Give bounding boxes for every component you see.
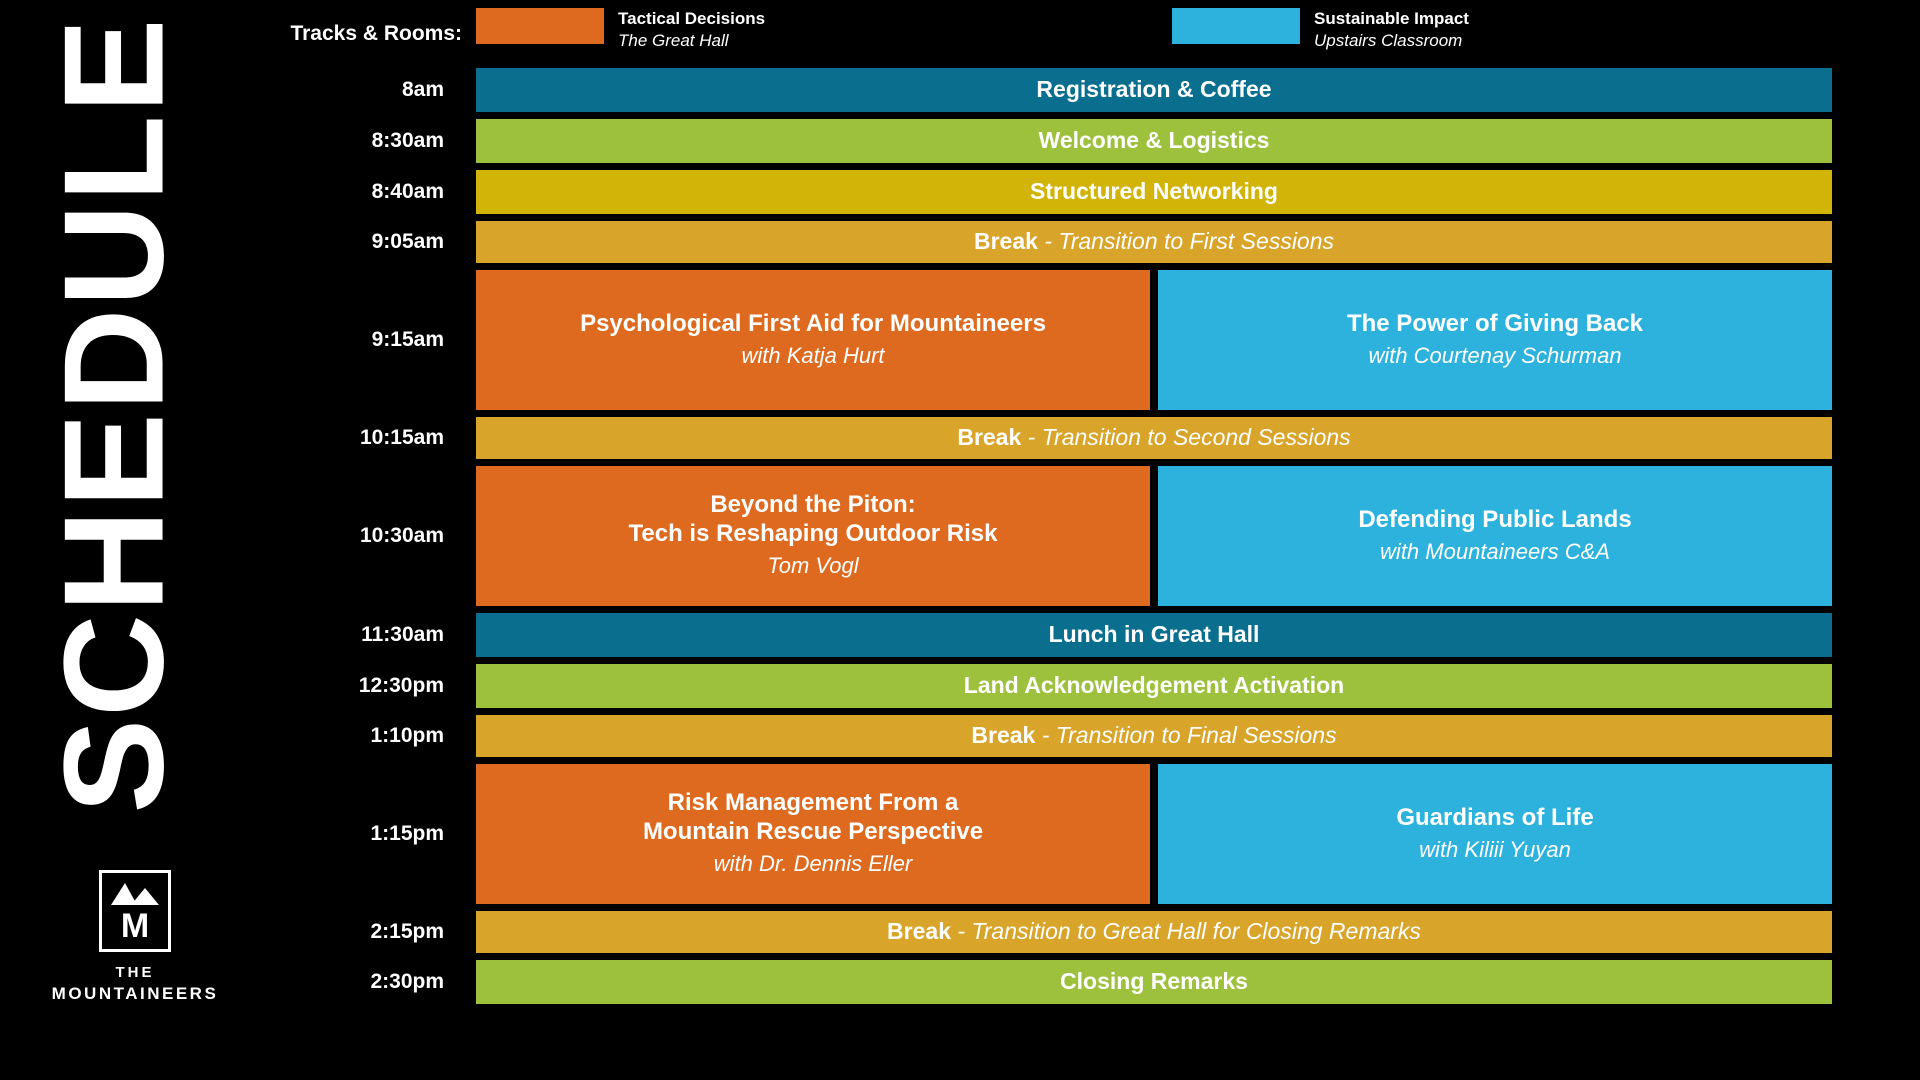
schedule-row-blocks: [476, 119, 1832, 163]
session-title: Beyond the Piton: Tech is Reshaping Outdoor Risk: [628, 491, 998, 548]
schedule-row-blocks: [476, 221, 1832, 263]
schedule-time-label: 9:05am: [371, 230, 444, 253]
schedule-session-block[interactable]: [1158, 270, 1832, 410]
logo-letter: M: [120, 907, 150, 945]
schedule-session-block[interactable]: [1158, 466, 1832, 606]
legend-swatch-orange: [476, 8, 604, 44]
schedule-row: [232, 170, 1832, 214]
session-speaker: with Dr. Dennis Eller: [713, 851, 913, 876]
schedule-row-blocks: [476, 170, 1832, 214]
schedule-row-blocks: [476, 417, 1832, 459]
schedule-row: [232, 715, 1832, 757]
schedule-row: [232, 221, 1832, 263]
schedule-time-label: 12:30pm: [358, 674, 444, 697]
session-speaker: Tom Vogl: [767, 553, 859, 578]
mountain-peaks-icon: [102, 879, 168, 910]
schedule-row: [232, 417, 1832, 459]
schedule-row: [232, 68, 1832, 112]
schedule-row: [232, 764, 1832, 904]
schedule-session-block[interactable]: [476, 466, 1150, 606]
session-title: Break - Transition to First Sessions: [973, 228, 1335, 255]
legend-track-name: Tactical Decisions: [618, 9, 766, 28]
schedule-row-blocks: [476, 764, 1832, 904]
schedule-row-blocks: [476, 270, 1832, 410]
schedule-row-blocks: [476, 613, 1832, 657]
session-title: Closing Remarks: [1060, 968, 1248, 995]
schedule-session-block[interactable]: [476, 270, 1150, 410]
legend-track-name: Sustainable Impact: [1314, 9, 1469, 28]
logo-line-2: MOUNTAINEERS: [51, 984, 219, 1003]
schedule-time-label: 10:15am: [359, 426, 444, 449]
session-title: Defending Public Lands: [1358, 505, 1632, 533]
session-title: Break - Transition to Great Hall for Closing Remarks: [887, 918, 1421, 945]
schedule-session-block[interactable]: [476, 68, 1832, 112]
schedule-session-block[interactable]: [476, 960, 1832, 1004]
schedule-time-label: 11:30am: [361, 623, 444, 646]
schedule-grid: [232, 68, 1832, 1011]
schedule-row-blocks: [476, 715, 1832, 757]
schedule-time-label: 10:30am: [359, 524, 444, 547]
schedule-session-block[interactable]: [476, 764, 1150, 904]
schedule-row: [232, 664, 1832, 708]
schedule-session-block[interactable]: [476, 911, 1832, 953]
schedule-row: [232, 119, 1832, 163]
session-title: Break - Transition to Final Sessions: [971, 722, 1337, 749]
page-title: [0, 0, 230, 830]
logo: [50, 870, 220, 1004]
schedule-session-block[interactable]: [476, 417, 1832, 459]
schedule-time-label: 2:15pm: [370, 920, 444, 943]
schedule-row: [232, 960, 1832, 1004]
session-title: Lunch in Great Hall: [1048, 621, 1260, 648]
session-title: Psychological First Aid for Mountaineers: [580, 309, 1046, 337]
session-title: Registration & Coffee: [1036, 76, 1272, 103]
schedule-time-label: 8am: [401, 78, 444, 101]
schedule-row-blocks: [476, 466, 1832, 606]
session-title: Welcome & Logistics: [1038, 127, 1270, 154]
schedule-row: [232, 270, 1832, 410]
schedule-time-label: 9:15am: [371, 328, 444, 351]
session-speaker: with Courtenay Schurman: [1368, 342, 1622, 368]
schedule-row-blocks: [476, 911, 1832, 953]
schedule-row-blocks: [476, 68, 1832, 112]
schedule-row: [232, 466, 1832, 606]
session-title: The Power of Giving Back: [1346, 309, 1644, 337]
session-speaker: with Kiliii Yuyan: [1419, 836, 1571, 862]
session-title: Break - Transition to Second Sessions: [957, 424, 1351, 451]
session-title: Structured Networking: [1030, 178, 1278, 205]
legend-swatch-blue: [1172, 8, 1300, 44]
page-title-text: SCHEDULE: [35, 16, 195, 814]
schedule-row: [232, 613, 1832, 657]
logo-line-1: THE: [115, 964, 155, 981]
mountain-svg: [107, 879, 163, 905]
session-title: Risk Management From a Mountain Rescue Perspective: [642, 789, 984, 846]
schedule-session-block[interactable]: [1158, 764, 1832, 904]
schedule-time-label: 8:40am: [371, 180, 444, 203]
session-title-detail: - Transition to Second Sessions: [1021, 424, 1351, 451]
legend-item-sustainable-impact: [1172, 8, 1469, 53]
schedule-session-block[interactable]: [476, 170, 1832, 214]
session-title: Guardians of Life: [1396, 803, 1594, 831]
session-speaker: with Mountaineers C&A: [1380, 538, 1610, 564]
schedule-session-block[interactable]: [476, 664, 1832, 708]
session-speaker: with Katja Hurt: [741, 342, 885, 368]
legend-room-name: Upstairs Classroom: [1314, 31, 1463, 51]
schedule-session-block[interactable]: [476, 119, 1832, 163]
schedule-session-block[interactable]: [476, 715, 1832, 757]
session-title-detail: - Transition to First Sessions: [1037, 228, 1335, 255]
legend-room-name: The Great Hall: [618, 31, 729, 51]
schedule-time-label: 2:30pm: [370, 970, 444, 993]
schedule-row-blocks: [476, 960, 1832, 1004]
mountaineers-logo-icon: [99, 870, 171, 952]
schedule-time-label: 1:15pm: [370, 822, 444, 845]
legend-item-tactical-decisions: [476, 8, 765, 53]
session-title-detail: - Transition to Great Hall for Closing Remarks: [950, 918, 1421, 945]
legend-label: Tracks & Rooms:: [290, 22, 462, 45]
session-title: Land Acknowledgement Activation: [963, 672, 1345, 699]
schedule-row: [232, 911, 1832, 953]
schedule-row-blocks: [476, 664, 1832, 708]
schedule-time-label: 1:10pm: [370, 724, 444, 747]
schedule-time-label: 8:30am: [371, 129, 444, 152]
schedule-session-block[interactable]: [476, 613, 1832, 657]
schedule-session-block[interactable]: [476, 221, 1832, 263]
session-title-detail: - Transition to Final Sessions: [1035, 722, 1337, 749]
